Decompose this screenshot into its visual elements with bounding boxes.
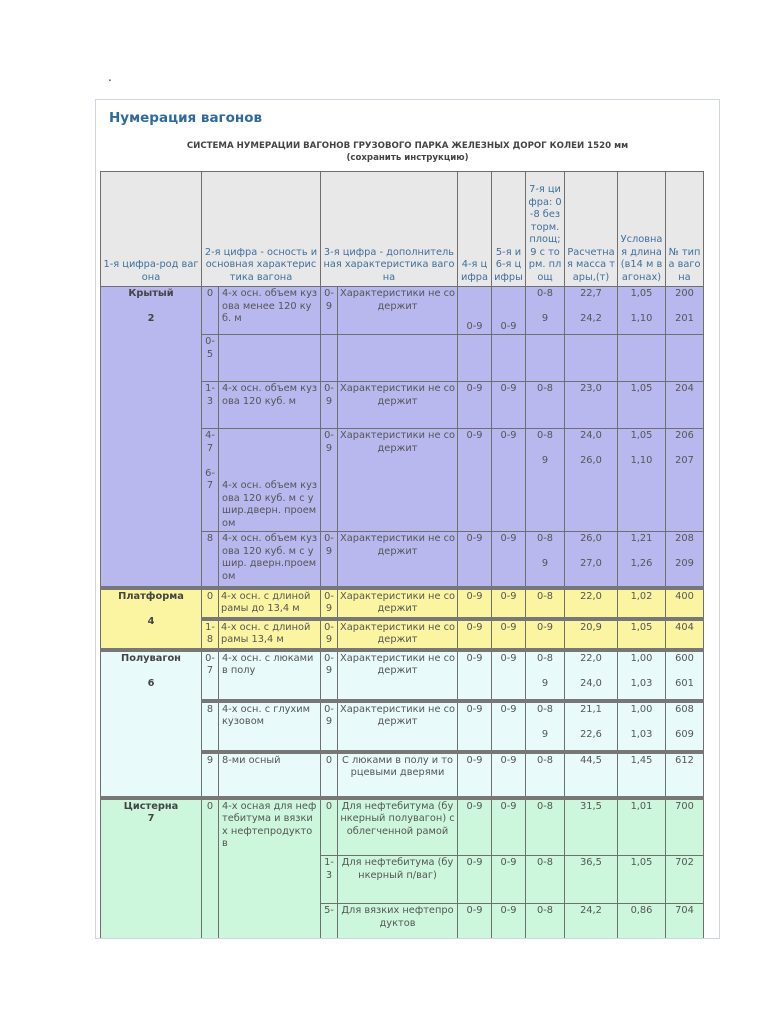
mass-cell: 20,9 bbox=[565, 619, 618, 650]
type-b: 601 bbox=[675, 677, 694, 689]
digit-7-a: 0-8 bbox=[536, 288, 553, 299]
header-digit-5-6: 5-я и 6-я цифры bbox=[492, 172, 526, 287]
length-cell bbox=[618, 287, 666, 335]
digit-7-cell bbox=[526, 650, 565, 701]
type-cell: 404 bbox=[666, 619, 704, 650]
length-cell: 0,86 bbox=[618, 904, 666, 940]
digit-5-6-cell: 0-9 bbox=[492, 382, 526, 429]
wagon-numbering-table bbox=[100, 171, 704, 939]
desc-2-cell: 4-х осн. объем кузова 120 куб. м с ушир. дверн.проемом bbox=[219, 532, 321, 588]
type-cell: 612 bbox=[666, 752, 704, 798]
digit-7-b: 9 bbox=[541, 455, 549, 466]
digit-4-cell: 0-9 bbox=[458, 382, 492, 429]
digit-4-cell: 0-9 bbox=[458, 532, 492, 588]
mass-b: 27,0 bbox=[580, 558, 602, 569]
type-a: 200 bbox=[675, 288, 694, 299]
mass-cell: 44,5 bbox=[565, 752, 618, 798]
digit-5-6-cell: 0-9 bbox=[492, 904, 526, 940]
length-cell: 1,45 bbox=[618, 752, 666, 798]
length-cell bbox=[618, 701, 666, 752]
length-cell: 1,05 bbox=[618, 619, 666, 650]
length-cell bbox=[618, 335, 666, 382]
desc-3-cell: Для нефтебитума (бункерный п/ваг) bbox=[338, 856, 458, 904]
digit-7-a: 0-8 bbox=[536, 430, 553, 441]
type-cell: 702 bbox=[666, 856, 704, 904]
desc-3-cell: Характеристики не содержит bbox=[338, 588, 458, 619]
mass-b: 26,0 bbox=[580, 455, 602, 466]
type-cell bbox=[666, 287, 704, 335]
digit-7-a: 0-8 bbox=[536, 703, 553, 715]
length-a: 1,00 bbox=[630, 652, 653, 664]
digit-3-cell: 0-9 bbox=[321, 701, 338, 752]
digit-7-cell: 0-8 bbox=[526, 904, 565, 940]
subtitle-line-2: (сохранить инструкцию) bbox=[346, 153, 469, 163]
type-cell: 400 bbox=[666, 588, 704, 619]
category-code: 6 bbox=[147, 677, 155, 689]
digit-2-a: 4-7 bbox=[205, 430, 215, 454]
digit-5-6-cell: 0-9 bbox=[492, 856, 526, 904]
digit-2-cell: 9 bbox=[202, 752, 219, 798]
desc-3-cell: Для вязких нефтепродуктов bbox=[338, 904, 458, 940]
subtitle-line-1: СИСТЕМА НУМЕРАЦИИ ВАГОНОВ ГРУЗОВОГО ПАРКА ЖЕЛЕЗНЫХ ДОРОГ КОЛЕИ 1520 мм bbox=[186, 141, 629, 151]
length-cell bbox=[618, 650, 666, 701]
category-krytyi bbox=[101, 287, 202, 588]
desc-3-cell: Характеристики не содержит bbox=[338, 382, 458, 429]
type-cell: 704 bbox=[666, 904, 704, 940]
digit-3-cell: 0-9 bbox=[321, 619, 338, 650]
desc-3-cell: Характеристики не содержит bbox=[338, 619, 458, 650]
digit-7-b: 9 bbox=[541, 728, 549, 740]
type-cell bbox=[666, 532, 704, 588]
digit-2-cell: 8 bbox=[202, 701, 219, 752]
length-a: 1,05 bbox=[630, 288, 653, 299]
type-cell: 204 bbox=[666, 382, 704, 429]
mass-cell: 31,5 bbox=[565, 798, 618, 856]
digit-5-6-cell: 0-9 bbox=[492, 650, 526, 701]
digit-7-cell bbox=[526, 532, 565, 588]
digit-5-6-cell: 0-9 bbox=[492, 287, 526, 335]
digit-4-cell bbox=[458, 335, 492, 382]
digit-5-6-cell bbox=[492, 335, 526, 382]
mass-cell: 22,0 bbox=[565, 588, 618, 619]
category-code: 4 bbox=[147, 615, 155, 627]
desc-2-cell: 4-х осн. с длиной рамы 13,4 м bbox=[219, 619, 321, 650]
digit-2-cell: 0-7 bbox=[202, 650, 219, 701]
digit-7-a: 0-8 bbox=[536, 652, 553, 664]
header-digit-3: 3-я цифра - дополнительная характеристика вагона bbox=[321, 172, 458, 287]
length-b: 1,26 bbox=[630, 558, 653, 569]
digit-5-6-cell: 0-9 bbox=[492, 798, 526, 856]
mass-a: 26,0 bbox=[580, 533, 602, 544]
category-platforma bbox=[101, 588, 202, 650]
digit-3-cell: 0 bbox=[321, 752, 338, 798]
mass-b: 24,0 bbox=[580, 677, 602, 689]
category-code: 2 bbox=[147, 313, 155, 324]
desc-2-cell: 8-ми осный bbox=[219, 752, 321, 798]
type-cell: 700 bbox=[666, 798, 704, 856]
category-name: Платформа bbox=[118, 590, 184, 602]
desc-2-cell: 4-х осн. объем кузова 120 куб. м bbox=[219, 382, 321, 429]
digit-4-cell: 0-9 bbox=[458, 701, 492, 752]
digit-2-cell: 0 bbox=[202, 287, 219, 335]
category-code: 7 bbox=[147, 813, 155, 824]
category-cisterna bbox=[101, 798, 202, 940]
digit-4-cell: 0-9 bbox=[458, 619, 492, 650]
mass-cell: 36,5 bbox=[565, 856, 618, 904]
category-name: Крытый bbox=[128, 288, 174, 299]
digit-7-cell: 0-8 bbox=[526, 382, 565, 429]
desc-3-cell: Характеристики не содержит bbox=[338, 287, 458, 335]
digit-4-cell: 0-9 bbox=[458, 856, 492, 904]
digit-3-cell bbox=[321, 335, 338, 382]
digit-7-a: 0-8 bbox=[536, 533, 553, 544]
digit-3-cell: 0-9 bbox=[321, 287, 338, 335]
length-a: 1,21 bbox=[630, 533, 653, 544]
length-cell bbox=[618, 429, 666, 532]
table-row bbox=[101, 588, 704, 619]
type-a: 600 bbox=[675, 652, 694, 664]
digit-3-cell: 0 bbox=[321, 798, 338, 856]
desc-2-cell: 4-х осн. с длиной рамы до 13,4 м bbox=[219, 588, 321, 619]
mass-a: 21,1 bbox=[580, 703, 602, 715]
table-subtitle bbox=[96, 140, 719, 164]
category-name: Цистерна bbox=[123, 800, 179, 812]
desc-3-cell: Для нефтебитума (бункерный полувагон) с облегченной рамой bbox=[338, 798, 458, 856]
length-cell: 1,05 bbox=[618, 382, 666, 429]
length-a: 1,05 bbox=[630, 430, 653, 441]
digit-3-cell: 0-9 bbox=[321, 650, 338, 701]
table-row bbox=[101, 287, 704, 335]
digit-2-b: 6-7 bbox=[205, 467, 215, 491]
digit-7-b: 9 bbox=[541, 558, 549, 569]
digit-7-cell bbox=[526, 335, 565, 382]
desc-3-cell: Характеристики не содержит bbox=[338, 429, 458, 532]
mass-b: 22,6 bbox=[580, 728, 602, 740]
desc-2-cell: 4-х осн. с глухим кузовом bbox=[219, 701, 321, 752]
desc-3-cell: Характеристики не содержит bbox=[338, 650, 458, 701]
mass-a: 22,7 bbox=[580, 288, 602, 299]
table-row bbox=[101, 798, 704, 856]
type-a: 208 bbox=[675, 533, 694, 544]
digit-5-6-cell: 0-9 bbox=[492, 701, 526, 752]
type-cell bbox=[666, 701, 704, 752]
header-length: Условная длина (в14 м вагонах) bbox=[618, 172, 666, 287]
mass-cell bbox=[565, 650, 618, 701]
desc-2-cell: 4-х осн. объем кузова 120 куб. м с ушир.дверн. проемом bbox=[219, 429, 321, 532]
digit-2-cell: 0 bbox=[202, 798, 219, 940]
digit-3-cell: 0-9 bbox=[321, 382, 338, 429]
digit-7-b: 9 bbox=[541, 677, 549, 689]
mass-cell: 24,2 bbox=[565, 904, 618, 940]
type-b: 207 bbox=[675, 455, 694, 466]
desc-2-cell: 4-х осная для нефтебитума и вязких нефтепродуктов bbox=[219, 798, 321, 940]
digit-5-6-cell: 0-9 bbox=[492, 619, 526, 650]
table-row bbox=[101, 650, 704, 701]
length-b: 1,10 bbox=[630, 455, 653, 466]
header-digit-4: 4-я цифра bbox=[458, 172, 492, 287]
digit-2-cell bbox=[202, 429, 219, 532]
length-cell: 1,01 bbox=[618, 798, 666, 856]
mass-cell bbox=[565, 701, 618, 752]
desc-3-cell: Характеристики не содержит bbox=[338, 532, 458, 588]
digit-4-cell: 0-9 bbox=[458, 588, 492, 619]
length-cell bbox=[618, 532, 666, 588]
header-digit-1: 1-я цифра-род вагона bbox=[101, 172, 202, 287]
digit-7-cell: 0-8 bbox=[526, 588, 565, 619]
mass-cell bbox=[565, 429, 618, 532]
type-b: 201 bbox=[675, 313, 694, 324]
type-cell bbox=[666, 429, 704, 532]
category-name: Полувагон bbox=[121, 652, 181, 664]
content-panel bbox=[95, 99, 720, 939]
mass-a: 24,0 bbox=[580, 430, 602, 441]
length-a: 1,00 bbox=[630, 703, 653, 715]
page-heading: Нумерация вагонов bbox=[109, 110, 263, 126]
header-mass: Расчетная масса тары,(т) bbox=[565, 172, 618, 287]
page-dot: . bbox=[108, 70, 112, 84]
digit-2-cell: 0-5 bbox=[202, 335, 219, 382]
digit-7-cell bbox=[526, 701, 565, 752]
digit-2-cell: 1-3 bbox=[202, 382, 219, 429]
mass-cell bbox=[565, 335, 618, 382]
length-cell: 1,05 bbox=[618, 856, 666, 904]
desc-3-cell bbox=[338, 335, 458, 382]
type-b: 209 bbox=[675, 558, 694, 569]
digit-5-6-cell: 0-9 bbox=[492, 532, 526, 588]
digit-7-cell: 0-8 bbox=[526, 752, 565, 798]
digit-5-6-cell: 0-9 bbox=[492, 752, 526, 798]
digit-3-cell: 5- bbox=[321, 904, 338, 940]
digit-7-cell bbox=[526, 429, 565, 532]
header-row bbox=[101, 172, 704, 287]
digit-3-cell: 0-9 bbox=[321, 588, 338, 619]
digit-5-6-cell: 0-9 bbox=[492, 429, 526, 532]
digit-7-cell: 0-8 bbox=[526, 856, 565, 904]
digit-4-cell: 0-9 bbox=[458, 429, 492, 532]
length-b: 1,03 bbox=[630, 728, 653, 740]
category-poluvagon bbox=[101, 650, 202, 798]
desc-2-cell: 4-х осн. с люками в полу bbox=[219, 650, 321, 701]
length-b: 1,10 bbox=[630, 313, 653, 324]
desc-3-cell: С люками в полу и торцевыми дверями bbox=[338, 752, 458, 798]
digit-5-6-cell: 0-9 bbox=[492, 588, 526, 619]
mass-cell bbox=[565, 287, 618, 335]
type-a: 206 bbox=[675, 430, 694, 441]
type-cell bbox=[666, 650, 704, 701]
digit-2-cell: 1-8 bbox=[202, 619, 219, 650]
digit-4-cell: 0-9 bbox=[458, 798, 492, 856]
digit-4-cell: 0-9 bbox=[458, 752, 492, 798]
desc-2-cell: 4-х осн. объем кузова менее 120 куб. м bbox=[219, 287, 321, 335]
header-digit-7: 7-я цифра: 0-8 без торм. площ; 9 с торм. площ bbox=[526, 172, 565, 287]
desc-3-cell: Характеристики не содержит bbox=[338, 701, 458, 752]
digit-7-cell: 0-9 bbox=[526, 619, 565, 650]
type-a: 608 bbox=[675, 703, 694, 715]
digit-3-cell: 0-9 bbox=[321, 429, 338, 532]
digit-2-cell: 8 bbox=[202, 532, 219, 588]
digit-4-cell: 0-9 bbox=[458, 287, 492, 335]
header-type: № типа вагона bbox=[666, 172, 704, 287]
digit-4-cell: 0-9 bbox=[458, 650, 492, 701]
desc-2-cell bbox=[219, 335, 321, 382]
digit-4-cell: 0-9 bbox=[458, 904, 492, 940]
digit-2-cell: 0 bbox=[202, 588, 219, 619]
digit-7-cell bbox=[526, 287, 565, 335]
mass-a: 22,0 bbox=[580, 652, 602, 664]
digit-3-cell: 0-9 bbox=[321, 532, 338, 588]
mass-b: 24,2 bbox=[580, 313, 602, 324]
mass-cell: 23,0 bbox=[565, 382, 618, 429]
digit-3-cell: 1-3 bbox=[321, 856, 338, 904]
length-b: 1,03 bbox=[630, 677, 653, 689]
mass-cell bbox=[565, 532, 618, 588]
type-cell bbox=[666, 335, 704, 382]
header-digit-2: 2-я цифра - осность и основная характеристика вагона bbox=[202, 172, 321, 287]
digit-7-b: 9 bbox=[541, 313, 549, 324]
length-cell: 1,02 bbox=[618, 588, 666, 619]
digit-7-cell: 0-8 bbox=[526, 798, 565, 856]
type-b: 609 bbox=[675, 728, 694, 740]
